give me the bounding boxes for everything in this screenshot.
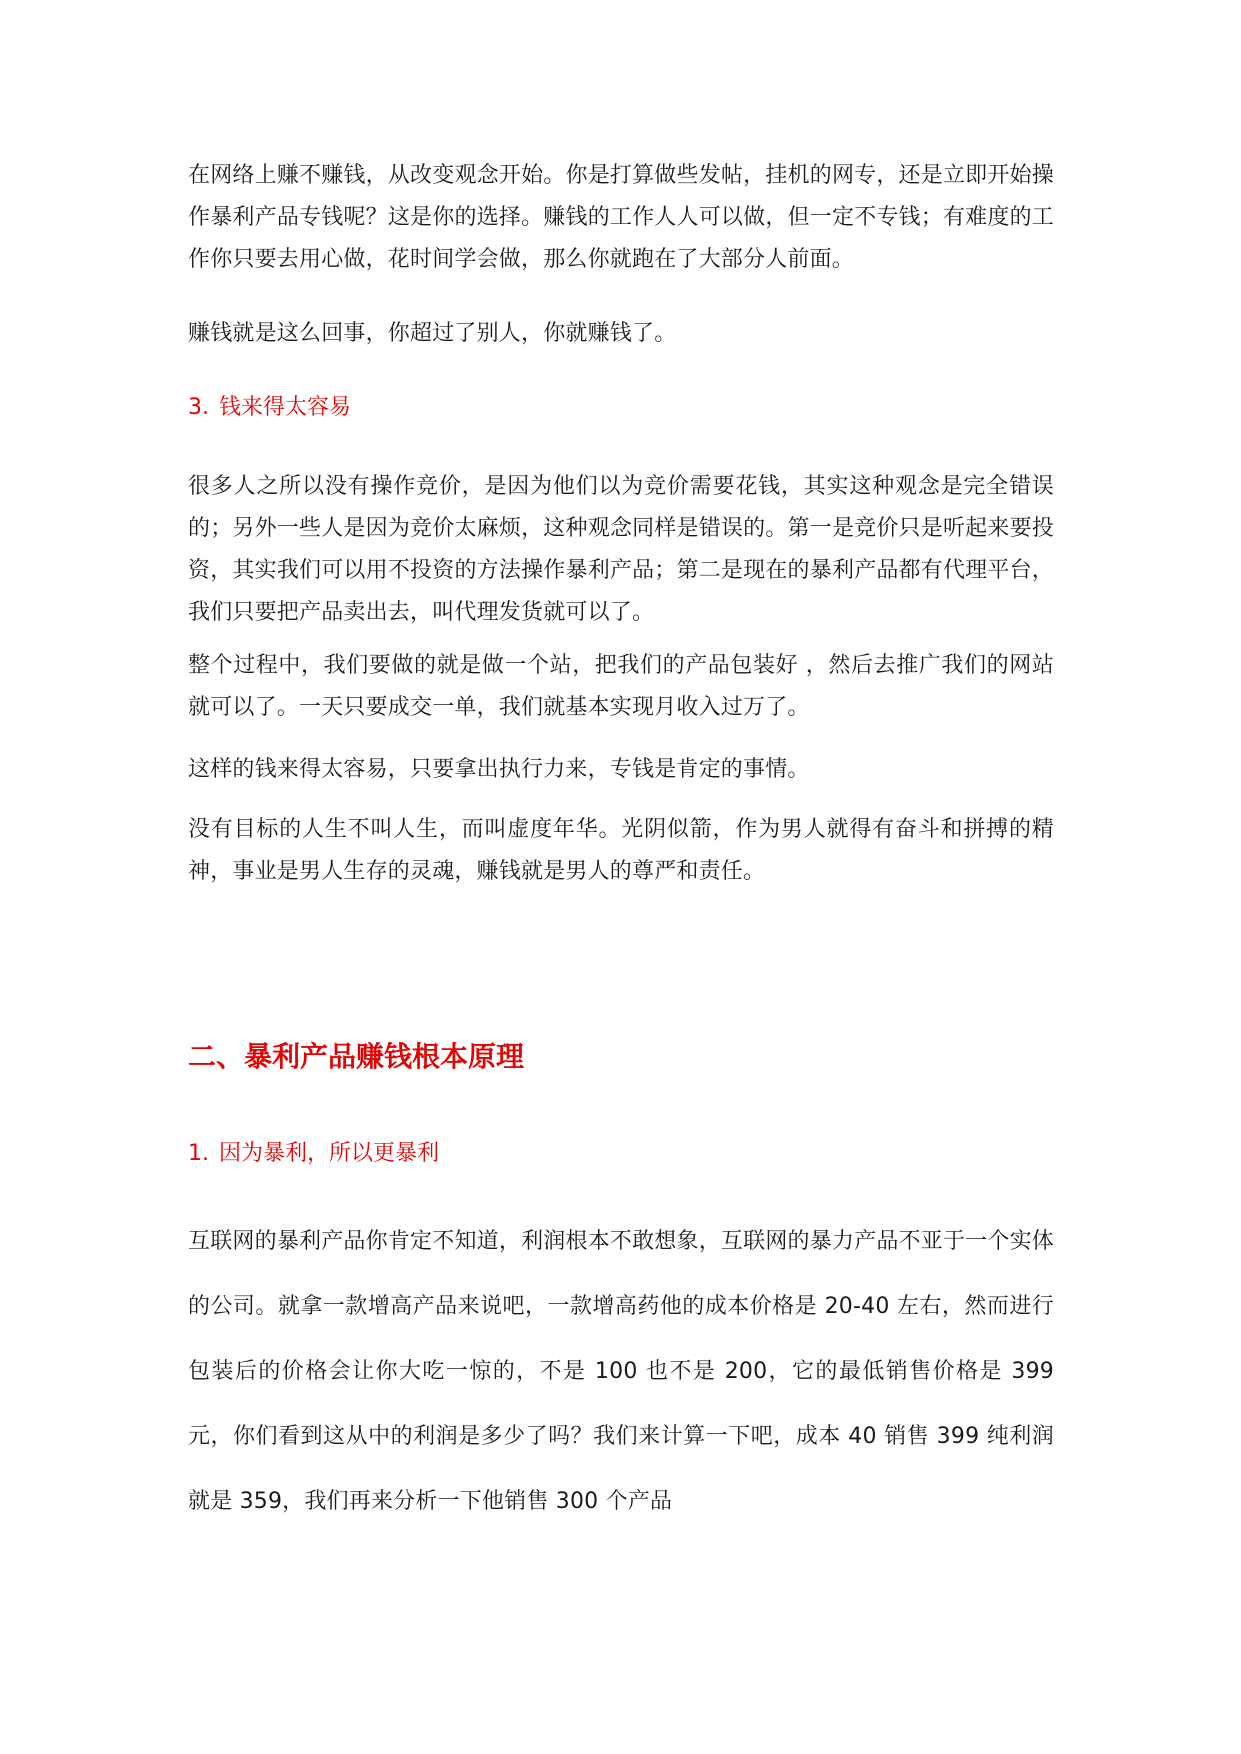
subheading-money-easy bbox=[188, 393, 351, 423]
subheading-text: 钱来得太容易 bbox=[219, 395, 352, 420]
paragraph-change-mindset: 在网络上赚不赚钱，从改变观念开始。你是打算做些发帖，挂机的网专，还是立即开始操作暴利产品专钱呢？这是你的选择。赚钱的工作人人可以做，但一定不专钱；有难度的工作你只要去用心做，花时间学会做，那么你就跑在了大部分人前面。 bbox=[188, 163, 1054, 272]
subheading-because-profit bbox=[188, 1139, 439, 1169]
paragraph-bidding-misconception: 很多人之所以没有操作竞价，是因为他们以为竞价需要花钱，其实这种观念是完全错误的；另外一些人是因为竞价太麻烦，这种观念同样是错误的。第一是竞价只是听起来要投资，其实我们可以用不投资的方法操作暴利产品；第二是现在的暴利产品都有代理平台，我们只要把产品卖出去，叫代理发货就可以了。 bbox=[188, 474, 1054, 625]
section-heading: 二、暴利产品赚钱根本原理 bbox=[188, 1040, 525, 1073]
subheading-number: 1. bbox=[188, 1141, 209, 1166]
paragraph-whole-process: 整个过程中，我们要做的就是做一个站，把我们的产品包装好 ，然后去推广我们的网站就可以了。一天只要成交一单，我们就基本实现月收入过万了。 bbox=[188, 653, 1054, 720]
paragraph-earning-summary: 赚钱就是这么回事，你超过了别人，你就赚钱了。 bbox=[188, 321, 677, 346]
paragraph-easy-money: 这样的钱来得太容易，只要拿出执行力来，专钱是肯定的事情。 bbox=[188, 757, 810, 782]
paragraph-life-goals: 没有目标的人生不叫人生，而叫虚度年华。光阴似箭，作为男人就得有奋斗和拼搏的精神，事业是男人生存的灵魂，赚钱就是男人的尊严和责任。 bbox=[188, 817, 1054, 884]
paragraph-profit-example: 互联网的暴利产品你肯定不知道，利润根本不敢想象，互联网的暴力产品不亚于一个实体的公司。就拿一款增高产品来说吧，一款增高药他的成本价格是 20-40 左右，然而进行包装后的价格会让你大吃一惊的，不是 100 也不是 200，它的最低销售价格是 399 元，你们看到这从中的利润是多少了吗？我们来计算一下吧，成本 40 销售 399 纯利润就是 359，我们再来分析一下他销售 300 个产品 bbox=[188, 1229, 1054, 1514]
subheading-number: 3. bbox=[188, 395, 209, 420]
subheading-text: 因为暴利，所以更暴利 bbox=[219, 1141, 440, 1166]
